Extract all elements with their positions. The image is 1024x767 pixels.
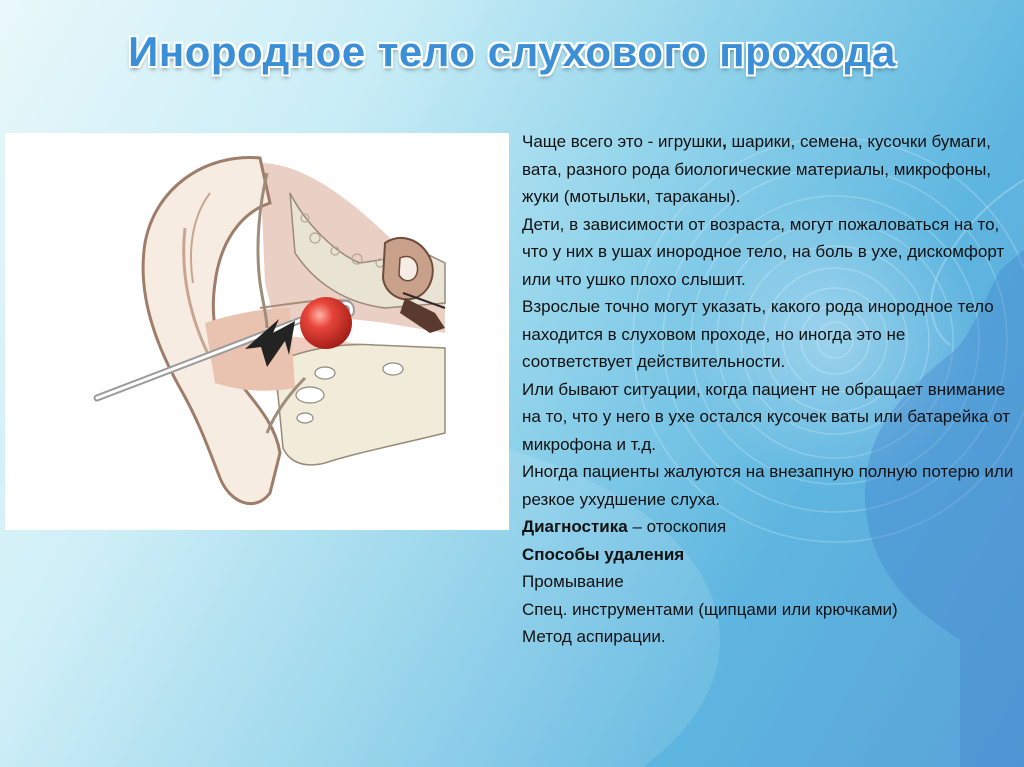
foreign-body-ball xyxy=(300,297,352,349)
diagnostics-line xyxy=(522,513,1018,541)
removal-method: Спец. инструментами (щипцами или крючками) xyxy=(522,599,898,619)
diagnostics-label: Диагностика xyxy=(522,517,628,536)
ear-illustration xyxy=(5,133,509,530)
paragraph-adults: Взрослые точно могут указать, какого рода инородное тело находится в слуховом проходе, но иногда это не соответствует действительности. xyxy=(522,297,994,371)
paragraph-unnoticed: Или бывают ситуации, когда пациент не обращает внимание на то, что у него в ухе остался кусочек ваты или батарейка от микрофона и т.д. xyxy=(522,379,1011,454)
paragraph-hearing-loss: Иногда пациенты жалуются на внезапную полную потерю или резкое ухудшение слуха. xyxy=(522,462,1014,509)
paragraph-common-objects: Чаще всего это - игрушки, шарики, семена, кусочки бумаги, вата, разного рода биологические материалы, микрофоны, жуки (мотыльки, тараканы). xyxy=(522,132,992,206)
paragraph-children: Дети, в зависимости от возраста, могут пожаловаться на то, что у них в ушах инородное тело, на боль в ухе, дискомфорт или что ушко плохо слышит. xyxy=(522,214,1005,289)
slide-title: Инородное тело слухового прохода xyxy=(128,28,896,75)
removal-heading: Способы удаления xyxy=(522,544,685,564)
removal-method: Метод аспирации. xyxy=(522,627,666,646)
removal-method: Промывание xyxy=(522,572,624,591)
content-text xyxy=(522,128,1018,651)
ear-canal-foreign-body-icon xyxy=(5,133,509,530)
diagnostics-value: – отоскопия xyxy=(627,517,727,536)
